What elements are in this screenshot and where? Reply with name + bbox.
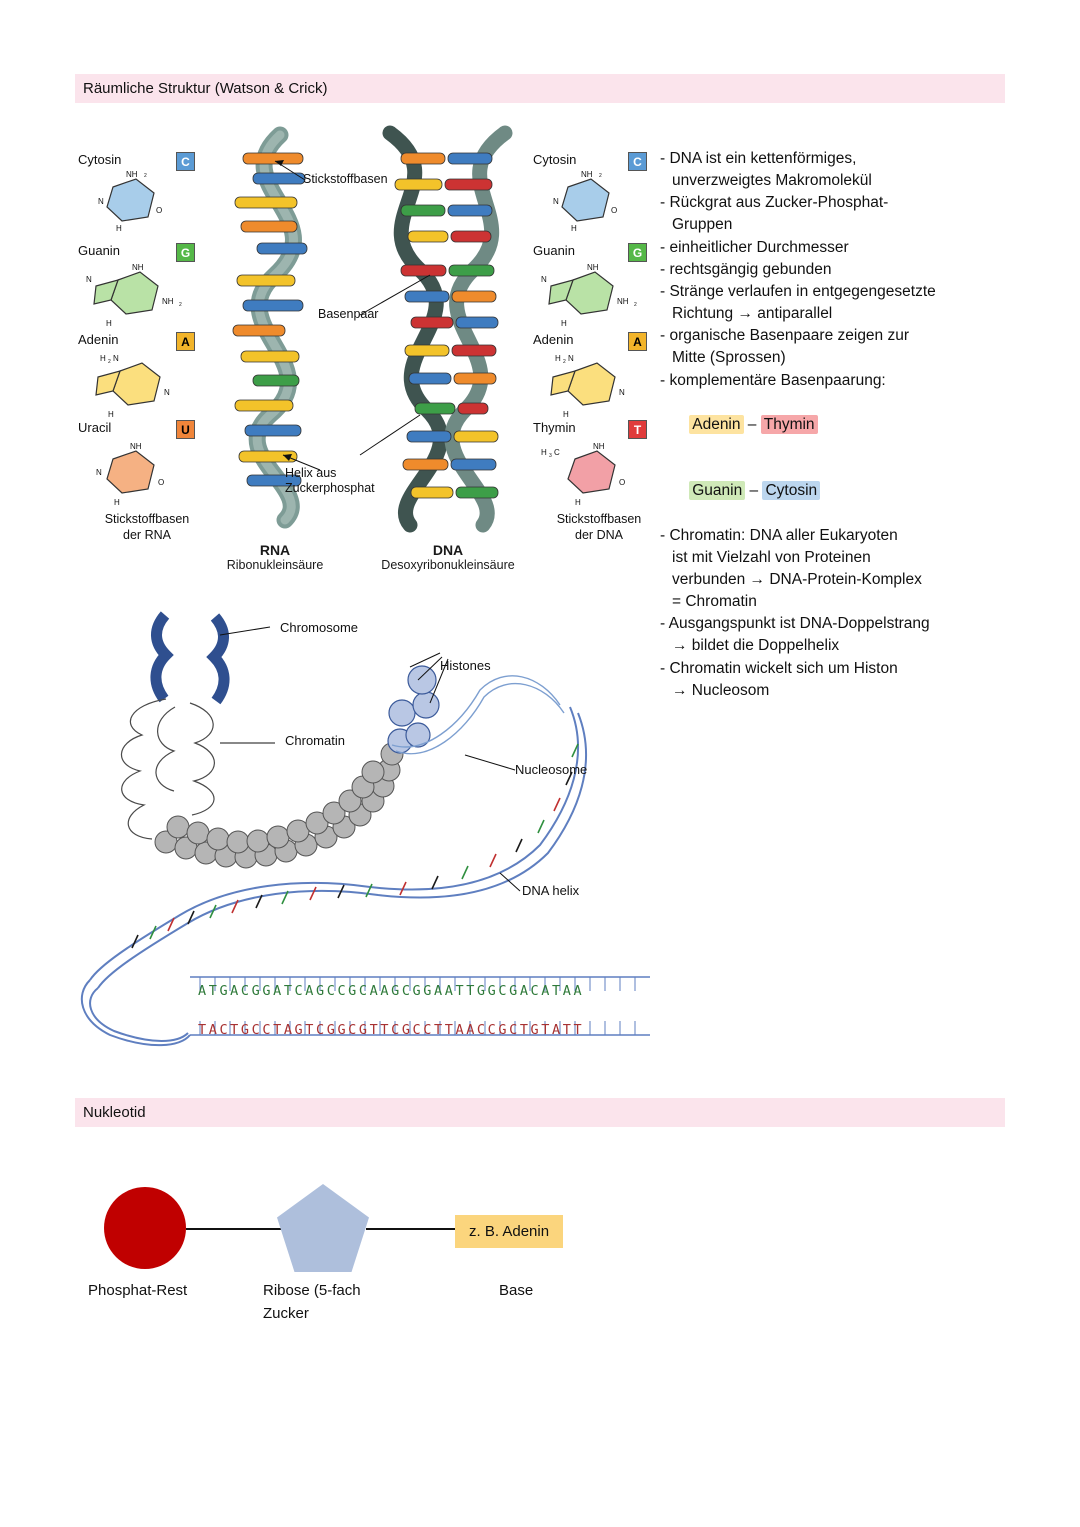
pair-dash: –	[743, 415, 761, 433]
note-line: → bildet die Doppelhelix	[672, 637, 840, 655]
svg-text:NH: NH	[617, 297, 629, 306]
svg-text:N: N	[541, 275, 547, 284]
svg-text:H: H	[106, 319, 112, 328]
note-line: - Ausgangspunkt ist DNA-Doppelstrang	[660, 615, 930, 633]
dna-subtitle: Desoxyribonukleinsäure	[381, 558, 515, 572]
label-text-line2: Zuckerphosphat	[285, 481, 375, 495]
svg-text:NH: NH	[130, 442, 142, 451]
adenin-molecule-icon	[533, 349, 653, 421]
label-nucleosome	[515, 762, 587, 777]
label-text: Chromosome	[280, 620, 359, 635]
dna-sequence-top: ATGACGGATCAGCCGCAAGCGGAATTGGCGACATAA	[198, 983, 585, 999]
label-helix-zuckerphosphat	[285, 466, 375, 496]
sugar-pentagon	[277, 1184, 369, 1272]
pair-cytosin: Cytosin	[762, 481, 820, 500]
svg-text:H: H	[571, 224, 577, 233]
svg-text:N: N	[96, 468, 102, 477]
pair-dash: –	[745, 482, 763, 500]
label-text: Chromatin	[285, 733, 345, 748]
caption-text: Phosphat-Rest	[88, 1282, 188, 1299]
caption-text-line2: Zucker	[263, 1304, 309, 1322]
note-line: verbunden → DNA-Protein-Komplex	[672, 570, 922, 588]
note-line: unverzweigtes Makromolekül	[672, 172, 872, 190]
note-line: - Chromatin wickelt sich um Histon	[660, 659, 898, 677]
caption-text-line1: Ribose (5-fach	[263, 1282, 361, 1299]
rna-base-tag-a	[176, 332, 195, 351]
dna-base-tag-t	[628, 420, 647, 439]
note-line: - komplementäre Basenpaarung:	[660, 371, 886, 389]
svg-text:N: N	[619, 388, 625, 397]
bond-phosphate-sugar	[186, 1228, 296, 1230]
dna-footer-line1: Stickstoffbasen	[556, 512, 642, 526]
base-box-label: z. B. Adenin	[469, 1223, 550, 1240]
phosphate-circle	[104, 1187, 186, 1269]
dna-footer-line2: der DNA	[575, 527, 623, 542]
svg-text:NH: NH	[581, 170, 593, 179]
svg-text:2: 2	[179, 302, 182, 308]
rna-title: RNA	[259, 542, 291, 558]
base-label: Cytosin	[533, 152, 577, 167]
rna-base-tag-g	[176, 243, 195, 262]
label-text: Histones	[440, 658, 491, 673]
caption-base	[499, 1280, 533, 1303]
pairing-guanin-cytosin	[660, 458, 1010, 524]
svg-text:2: 2	[563, 359, 566, 365]
base-label: Thymin	[533, 420, 576, 435]
label-text: Nucleosome	[515, 762, 588, 777]
rna-figure-caption	[215, 542, 335, 572]
dna-base-tag-a	[628, 332, 647, 351]
note-line: - DNA ist ein kettenförmiges,	[660, 150, 857, 167]
section-header-spatial-structure	[75, 74, 1005, 103]
cytosin-molecule-icon	[78, 169, 188, 235]
svg-text:O: O	[156, 206, 163, 215]
svg-text:C: C	[554, 448, 560, 457]
svg-text:NH: NH	[126, 170, 138, 179]
note-line: - Rückgrat aus Zucker-Phosphat-	[660, 194, 889, 212]
svg-text:2: 2	[108, 359, 111, 365]
notes-panel	[660, 148, 1010, 702]
note-line: ist mit Vielzahl von Proteinen	[672, 548, 871, 566]
section-title-text: Nukleotid	[83, 1104, 146, 1121]
rna-base-tag-c	[176, 152, 195, 171]
label-stickstoffbasen	[303, 172, 388, 187]
svg-text:N: N	[553, 197, 559, 206]
adenin-molecule-icon	[78, 349, 198, 421]
svg-text:2: 2	[144, 173, 147, 179]
rna-footer-line1: Stickstoffbasen	[104, 512, 190, 526]
pair-guanin: Guanin	[689, 481, 745, 500]
note-line: - organische Basenpaare zeigen zur	[660, 327, 910, 345]
uracil-molecule-icon	[78, 437, 188, 507]
svg-text:NH: NH	[593, 442, 605, 451]
svg-text:H: H	[100, 354, 106, 363]
base-label: Guanin	[78, 243, 120, 258]
base-label: Guanin	[533, 243, 575, 258]
label-dna-helix	[522, 883, 579, 898]
caption-sugar	[263, 1280, 423, 1325]
svg-text:H: H	[116, 224, 122, 233]
base-box	[455, 1215, 563, 1248]
rna-base-tag-u	[176, 420, 195, 439]
thymin-molecule-icon	[533, 437, 653, 507]
notes-list-bottom	[660, 525, 1010, 702]
base-tag-letter: A	[176, 332, 195, 351]
svg-text:H: H	[563, 410, 569, 419]
base-label: Adenin	[533, 332, 574, 347]
rna-bases-footer	[82, 512, 212, 543]
label-basenpaar	[318, 307, 378, 322]
dna-bases-footer	[534, 512, 664, 543]
note-line: Richtung → antiparallel	[672, 305, 833, 323]
svg-text:H: H	[561, 319, 567, 328]
svg-text:N: N	[113, 354, 119, 363]
guanin-molecule-icon	[78, 260, 198, 332]
guanin-molecule-icon	[533, 260, 653, 332]
base-tag-letter: A	[628, 332, 647, 351]
base-tag-letter: U	[176, 420, 195, 439]
label-text: DNA helix	[522, 883, 580, 898]
dna-base-tag-g	[628, 243, 647, 262]
note-line: - rechtsgängig gebunden	[660, 260, 832, 278]
svg-text:N: N	[98, 197, 104, 206]
note-line: - Chromatin: DNA aller Eukaryoten	[660, 526, 898, 544]
caption-text: Base	[499, 1282, 534, 1299]
svg-text:O: O	[619, 478, 626, 487]
svg-text:H: H	[114, 498, 120, 507]
svg-text:2: 2	[599, 173, 602, 179]
svg-text:H: H	[108, 410, 114, 419]
svg-text:N: N	[86, 275, 92, 284]
base-tag-letter: G	[628, 243, 647, 262]
label-histones	[440, 658, 491, 673]
base-tag-letter: T	[628, 420, 647, 439]
label-text: Stickstoffbasen	[303, 172, 388, 186]
base-tag-letter: G	[176, 243, 195, 262]
dna-figure-caption	[358, 542, 538, 572]
svg-text:2: 2	[634, 302, 637, 308]
note-line: Gruppen	[672, 216, 733, 234]
section-header-nucleotide	[75, 1098, 1005, 1127]
svg-text:3: 3	[549, 453, 552, 459]
svg-text:H: H	[541, 448, 547, 457]
bond-sugar-base	[366, 1228, 461, 1230]
note-line: Mitte (Sprossen)	[672, 349, 786, 367]
caption-phosphate	[88, 1280, 187, 1303]
dna-title: DNA	[432, 542, 464, 558]
cytosin-molecule-icon	[533, 169, 643, 235]
section-title-text: Räumliche Struktur (Watson & Crick)	[83, 80, 328, 97]
svg-text:N: N	[568, 354, 574, 363]
note-line: → Nucleosom	[672, 681, 770, 699]
pair-thymin: Thymin	[761, 415, 818, 434]
label-chromosome	[280, 620, 358, 635]
svg-text:H: H	[555, 354, 561, 363]
svg-text:NH: NH	[587, 263, 599, 272]
svg-text:O: O	[611, 206, 618, 215]
dna-sequence-bottom: TACTGCCTAGTCGGCGTTCGCCTTAACCGCTGTATT	[198, 1022, 585, 1038]
svg-text:O: O	[158, 478, 165, 487]
label-text-line1: Helix aus	[285, 466, 337, 480]
label-chromatin	[285, 733, 345, 748]
note-line: - Stränge verlaufen in entgegengesetzte	[660, 282, 936, 300]
label-text: Basenpaar	[318, 307, 379, 321]
dna-base-tag-c	[628, 152, 647, 171]
svg-text:H: H	[575, 498, 581, 507]
svg-text:NH: NH	[132, 263, 144, 272]
note-line: - einheitlicher Durchmesser	[660, 238, 849, 256]
base-label: Adenin	[78, 332, 119, 347]
rna-footer-line2: der RNA	[123, 527, 171, 542]
base-label: Cytosin	[78, 152, 122, 167]
pairing-adenin-thymin	[660, 392, 1010, 458]
note-line: = Chromatin	[672, 593, 757, 611]
notes-list-top	[660, 148, 1010, 392]
svg-text:N: N	[164, 388, 170, 397]
svg-text:NH: NH	[162, 297, 174, 306]
pair-adenin: Adenin	[689, 415, 743, 434]
base-tag-letter: C	[176, 152, 195, 171]
base-tag-letter: C	[628, 152, 647, 171]
rna-subtitle: Ribonukleinsäure	[226, 558, 324, 572]
base-label: Uracil	[78, 420, 112, 435]
